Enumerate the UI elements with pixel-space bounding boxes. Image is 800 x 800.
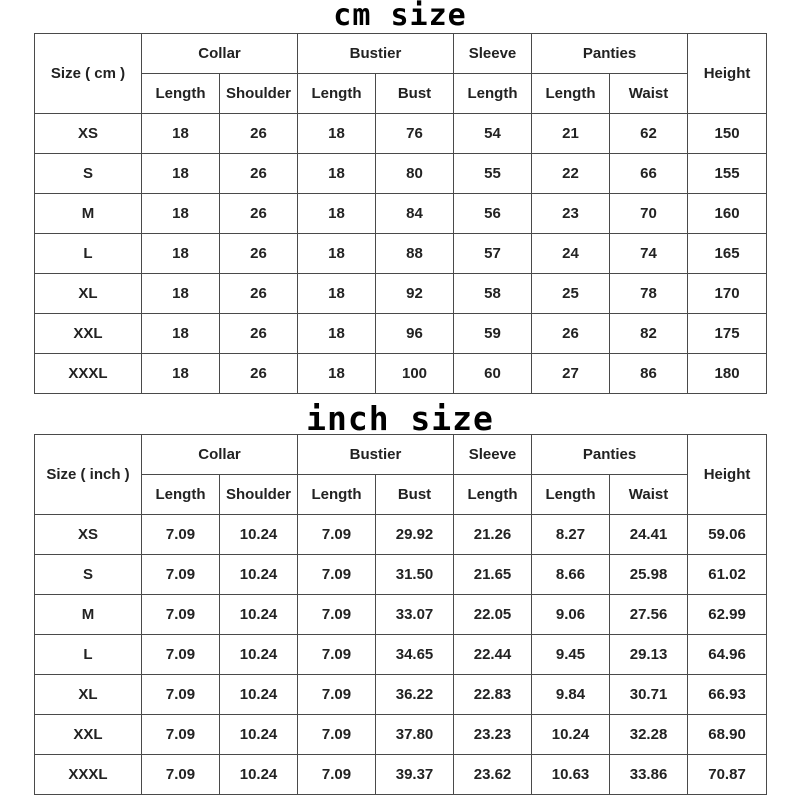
table-cell: 57 xyxy=(454,234,532,274)
sub-header-panties-length: Length xyxy=(532,475,610,515)
table-cell: 155 xyxy=(688,154,767,194)
sub-header-row xyxy=(35,475,767,515)
table-cell: 170 xyxy=(688,274,767,314)
table-cell: 26 xyxy=(220,274,298,314)
table-row xyxy=(35,515,767,555)
table-row xyxy=(35,234,767,274)
table-cell: 74 xyxy=(610,234,688,274)
table-cell: 59 xyxy=(454,314,532,354)
sub-header-collar-shoulder: Shoulder xyxy=(220,475,298,515)
table-cell: 32.28 xyxy=(610,715,688,755)
table-row xyxy=(35,555,767,595)
table-cell: 175 xyxy=(688,314,767,354)
table-cell: 7.09 xyxy=(298,755,376,795)
sub-header-row xyxy=(35,74,767,114)
sub-header-sleeve-length: Length xyxy=(454,475,532,515)
table-cell: 26 xyxy=(220,234,298,274)
table-cell: 8.27 xyxy=(532,515,610,555)
table-row xyxy=(35,635,767,675)
table-cell: 7.09 xyxy=(142,755,220,795)
table-row xyxy=(35,154,767,194)
sub-header-panties-length: Length xyxy=(532,74,610,114)
table-cell: 18 xyxy=(298,114,376,154)
table-cell: 36.22 xyxy=(376,675,454,715)
table-cell: 9.06 xyxy=(532,595,610,635)
table-cell: 9.45 xyxy=(532,635,610,675)
table-cell: 18 xyxy=(142,154,220,194)
size-cell: S xyxy=(35,555,142,595)
sub-header-collar-shoulder: Shoulder xyxy=(220,74,298,114)
sub-header-collar-length: Length xyxy=(142,74,220,114)
table-cell: 26 xyxy=(532,314,610,354)
sub-header-bustier-bust: Bust xyxy=(376,74,454,114)
table-cell: 92 xyxy=(376,274,454,314)
size-cell: XL xyxy=(35,274,142,314)
size-cell: XS xyxy=(35,515,142,555)
group-header-row xyxy=(35,435,767,475)
table-cell: 39.37 xyxy=(376,755,454,795)
table-cell: 37.80 xyxy=(376,715,454,755)
table-cell: 26 xyxy=(220,354,298,394)
size-column-header: Size ( inch ) xyxy=(35,435,142,515)
table-cell: 10.24 xyxy=(220,715,298,755)
size-cell: S xyxy=(35,154,142,194)
table-cell: 76 xyxy=(376,114,454,154)
sub-header-bustier-length: Length xyxy=(298,475,376,515)
table-cell: 7.09 xyxy=(142,515,220,555)
table-cell: 7.09 xyxy=(142,675,220,715)
table-row xyxy=(35,114,767,154)
table-cell: 24.41 xyxy=(610,515,688,555)
table-cell: 59.06 xyxy=(688,515,767,555)
table-row xyxy=(35,595,767,635)
table-cell: 70.87 xyxy=(688,755,767,795)
table-cell: 25.98 xyxy=(610,555,688,595)
table-cell: 7.09 xyxy=(142,715,220,755)
size-cell: XXXL xyxy=(35,755,142,795)
table-cell: 165 xyxy=(688,234,767,274)
height-header: Height xyxy=(688,435,767,515)
table-cell: 7.09 xyxy=(142,555,220,595)
table-cell: 7.09 xyxy=(298,635,376,675)
table-cell: 7.09 xyxy=(142,595,220,635)
table-cell: 7.09 xyxy=(298,715,376,755)
table-cell: 27.56 xyxy=(610,595,688,635)
table-cell: 22 xyxy=(532,154,610,194)
size-cell: L xyxy=(35,635,142,675)
table-cell: 160 xyxy=(688,194,767,234)
table-cell: 10.63 xyxy=(532,755,610,795)
table-cell: 26 xyxy=(220,194,298,234)
table-cell: 18 xyxy=(298,234,376,274)
sleeve-header: Sleeve xyxy=(454,34,532,74)
size-cell: XS xyxy=(35,114,142,154)
table-row xyxy=(35,314,767,354)
table-cell: 100 xyxy=(376,354,454,394)
size-cell: L xyxy=(35,234,142,274)
table-cell: 54 xyxy=(454,114,532,154)
table-cell: 60 xyxy=(454,354,532,394)
table-cell: 18 xyxy=(142,314,220,354)
table-cell: 29.13 xyxy=(610,635,688,675)
table-cell: 86 xyxy=(610,354,688,394)
table-cell: 26 xyxy=(220,314,298,354)
table-cell: 10.24 xyxy=(220,555,298,595)
table-cell: 58 xyxy=(454,274,532,314)
table-cell: 21 xyxy=(532,114,610,154)
table-cell: 22.83 xyxy=(454,675,532,715)
table-cell: 78 xyxy=(610,274,688,314)
table-cell: 70 xyxy=(610,194,688,234)
collar-header: Collar xyxy=(142,435,298,475)
table-cell: 21.65 xyxy=(454,555,532,595)
table-cell: 10.24 xyxy=(220,595,298,635)
table-cell: 7.09 xyxy=(142,635,220,675)
table-cell: 30.71 xyxy=(610,675,688,715)
table-cell: 24 xyxy=(532,234,610,274)
table-cell: 64.96 xyxy=(688,635,767,675)
table-cell: 180 xyxy=(688,354,767,394)
sleeve-header: Sleeve xyxy=(454,435,532,475)
table-cell: 56 xyxy=(454,194,532,234)
table-cell: 18 xyxy=(142,114,220,154)
table-cell: 10.24 xyxy=(532,715,610,755)
table-cell: 18 xyxy=(298,194,376,234)
table-cell: 150 xyxy=(688,114,767,154)
cm-size-title: cm size xyxy=(333,0,467,33)
size-cell: M xyxy=(35,595,142,635)
table-cell: 7.09 xyxy=(298,595,376,635)
size-cell: XXL xyxy=(35,314,142,354)
table-cell: 66 xyxy=(610,154,688,194)
table-row xyxy=(35,194,767,234)
bustier-header: Bustier xyxy=(298,34,454,74)
table-row xyxy=(35,274,767,314)
table-cell: 7.09 xyxy=(298,555,376,595)
table-cell: 62.99 xyxy=(688,595,767,635)
table-cell: 9.84 xyxy=(532,675,610,715)
table-cell: 18 xyxy=(298,274,376,314)
bustier-header: Bustier xyxy=(298,435,454,475)
sub-header-panties-waist: Waist xyxy=(610,475,688,515)
table-cell: 33.07 xyxy=(376,595,454,635)
table-row xyxy=(35,755,767,795)
sub-header-bustier-length: Length xyxy=(298,74,376,114)
inch-size-table xyxy=(34,434,767,795)
collar-header: Collar xyxy=(142,34,298,74)
table-cell: 8.66 xyxy=(532,555,610,595)
sub-header-collar-length: Length xyxy=(142,475,220,515)
table-cell: 62 xyxy=(610,114,688,154)
table-cell: 18 xyxy=(298,354,376,394)
table-cell: 7.09 xyxy=(298,515,376,555)
table-cell: 10.24 xyxy=(220,755,298,795)
sub-header-bustier-bust: Bust xyxy=(376,475,454,515)
size-cell: XL xyxy=(35,675,142,715)
table-cell: 18 xyxy=(142,354,220,394)
table-cell: 80 xyxy=(376,154,454,194)
table-cell: 18 xyxy=(298,154,376,194)
table-cell: 33.86 xyxy=(610,755,688,795)
group-header-row xyxy=(35,34,767,74)
table-cell: 18 xyxy=(142,274,220,314)
table-cell: 84 xyxy=(376,194,454,234)
table-cell: 18 xyxy=(142,234,220,274)
table-cell: 10.24 xyxy=(220,515,298,555)
table-row xyxy=(35,675,767,715)
panties-header: Panties xyxy=(532,435,688,475)
table-cell: 23.23 xyxy=(454,715,532,755)
size-column-header: Size ( cm ) xyxy=(35,34,142,114)
size-cell: XXL xyxy=(35,715,142,755)
table-cell: 26 xyxy=(220,114,298,154)
table-cell: 82 xyxy=(610,314,688,354)
sub-header-panties-waist: Waist xyxy=(610,74,688,114)
table-cell: 23 xyxy=(532,194,610,234)
table-cell: 68.90 xyxy=(688,715,767,755)
table-cell: 29.92 xyxy=(376,515,454,555)
table-cell: 88 xyxy=(376,234,454,274)
table-cell: 22.05 xyxy=(454,595,532,635)
table-row xyxy=(35,715,767,755)
table-cell: 18 xyxy=(298,314,376,354)
table-cell: 34.65 xyxy=(376,635,454,675)
table-cell: 26 xyxy=(220,154,298,194)
table-cell: 96 xyxy=(376,314,454,354)
table-cell: 7.09 xyxy=(298,675,376,715)
inch-size-title: inch size xyxy=(306,399,494,438)
table-cell: 23.62 xyxy=(454,755,532,795)
panties-header: Panties xyxy=(532,34,688,74)
table-cell: 10.24 xyxy=(220,675,298,715)
table-cell: 66.93 xyxy=(688,675,767,715)
table-cell: 55 xyxy=(454,154,532,194)
table-cell: 18 xyxy=(142,194,220,234)
table-cell: 22.44 xyxy=(454,635,532,675)
table-cell: 61.02 xyxy=(688,555,767,595)
cm-size-table xyxy=(34,33,767,394)
size-cell: M xyxy=(35,194,142,234)
table-cell: 21.26 xyxy=(454,515,532,555)
table-cell: 25 xyxy=(532,274,610,314)
table-cell: 31.50 xyxy=(376,555,454,595)
table-cell: 10.24 xyxy=(220,635,298,675)
table-cell: 27 xyxy=(532,354,610,394)
table-row xyxy=(35,354,767,394)
size-cell: XXXL xyxy=(35,354,142,394)
sub-header-sleeve-length: Length xyxy=(454,74,532,114)
height-header: Height xyxy=(688,34,767,114)
